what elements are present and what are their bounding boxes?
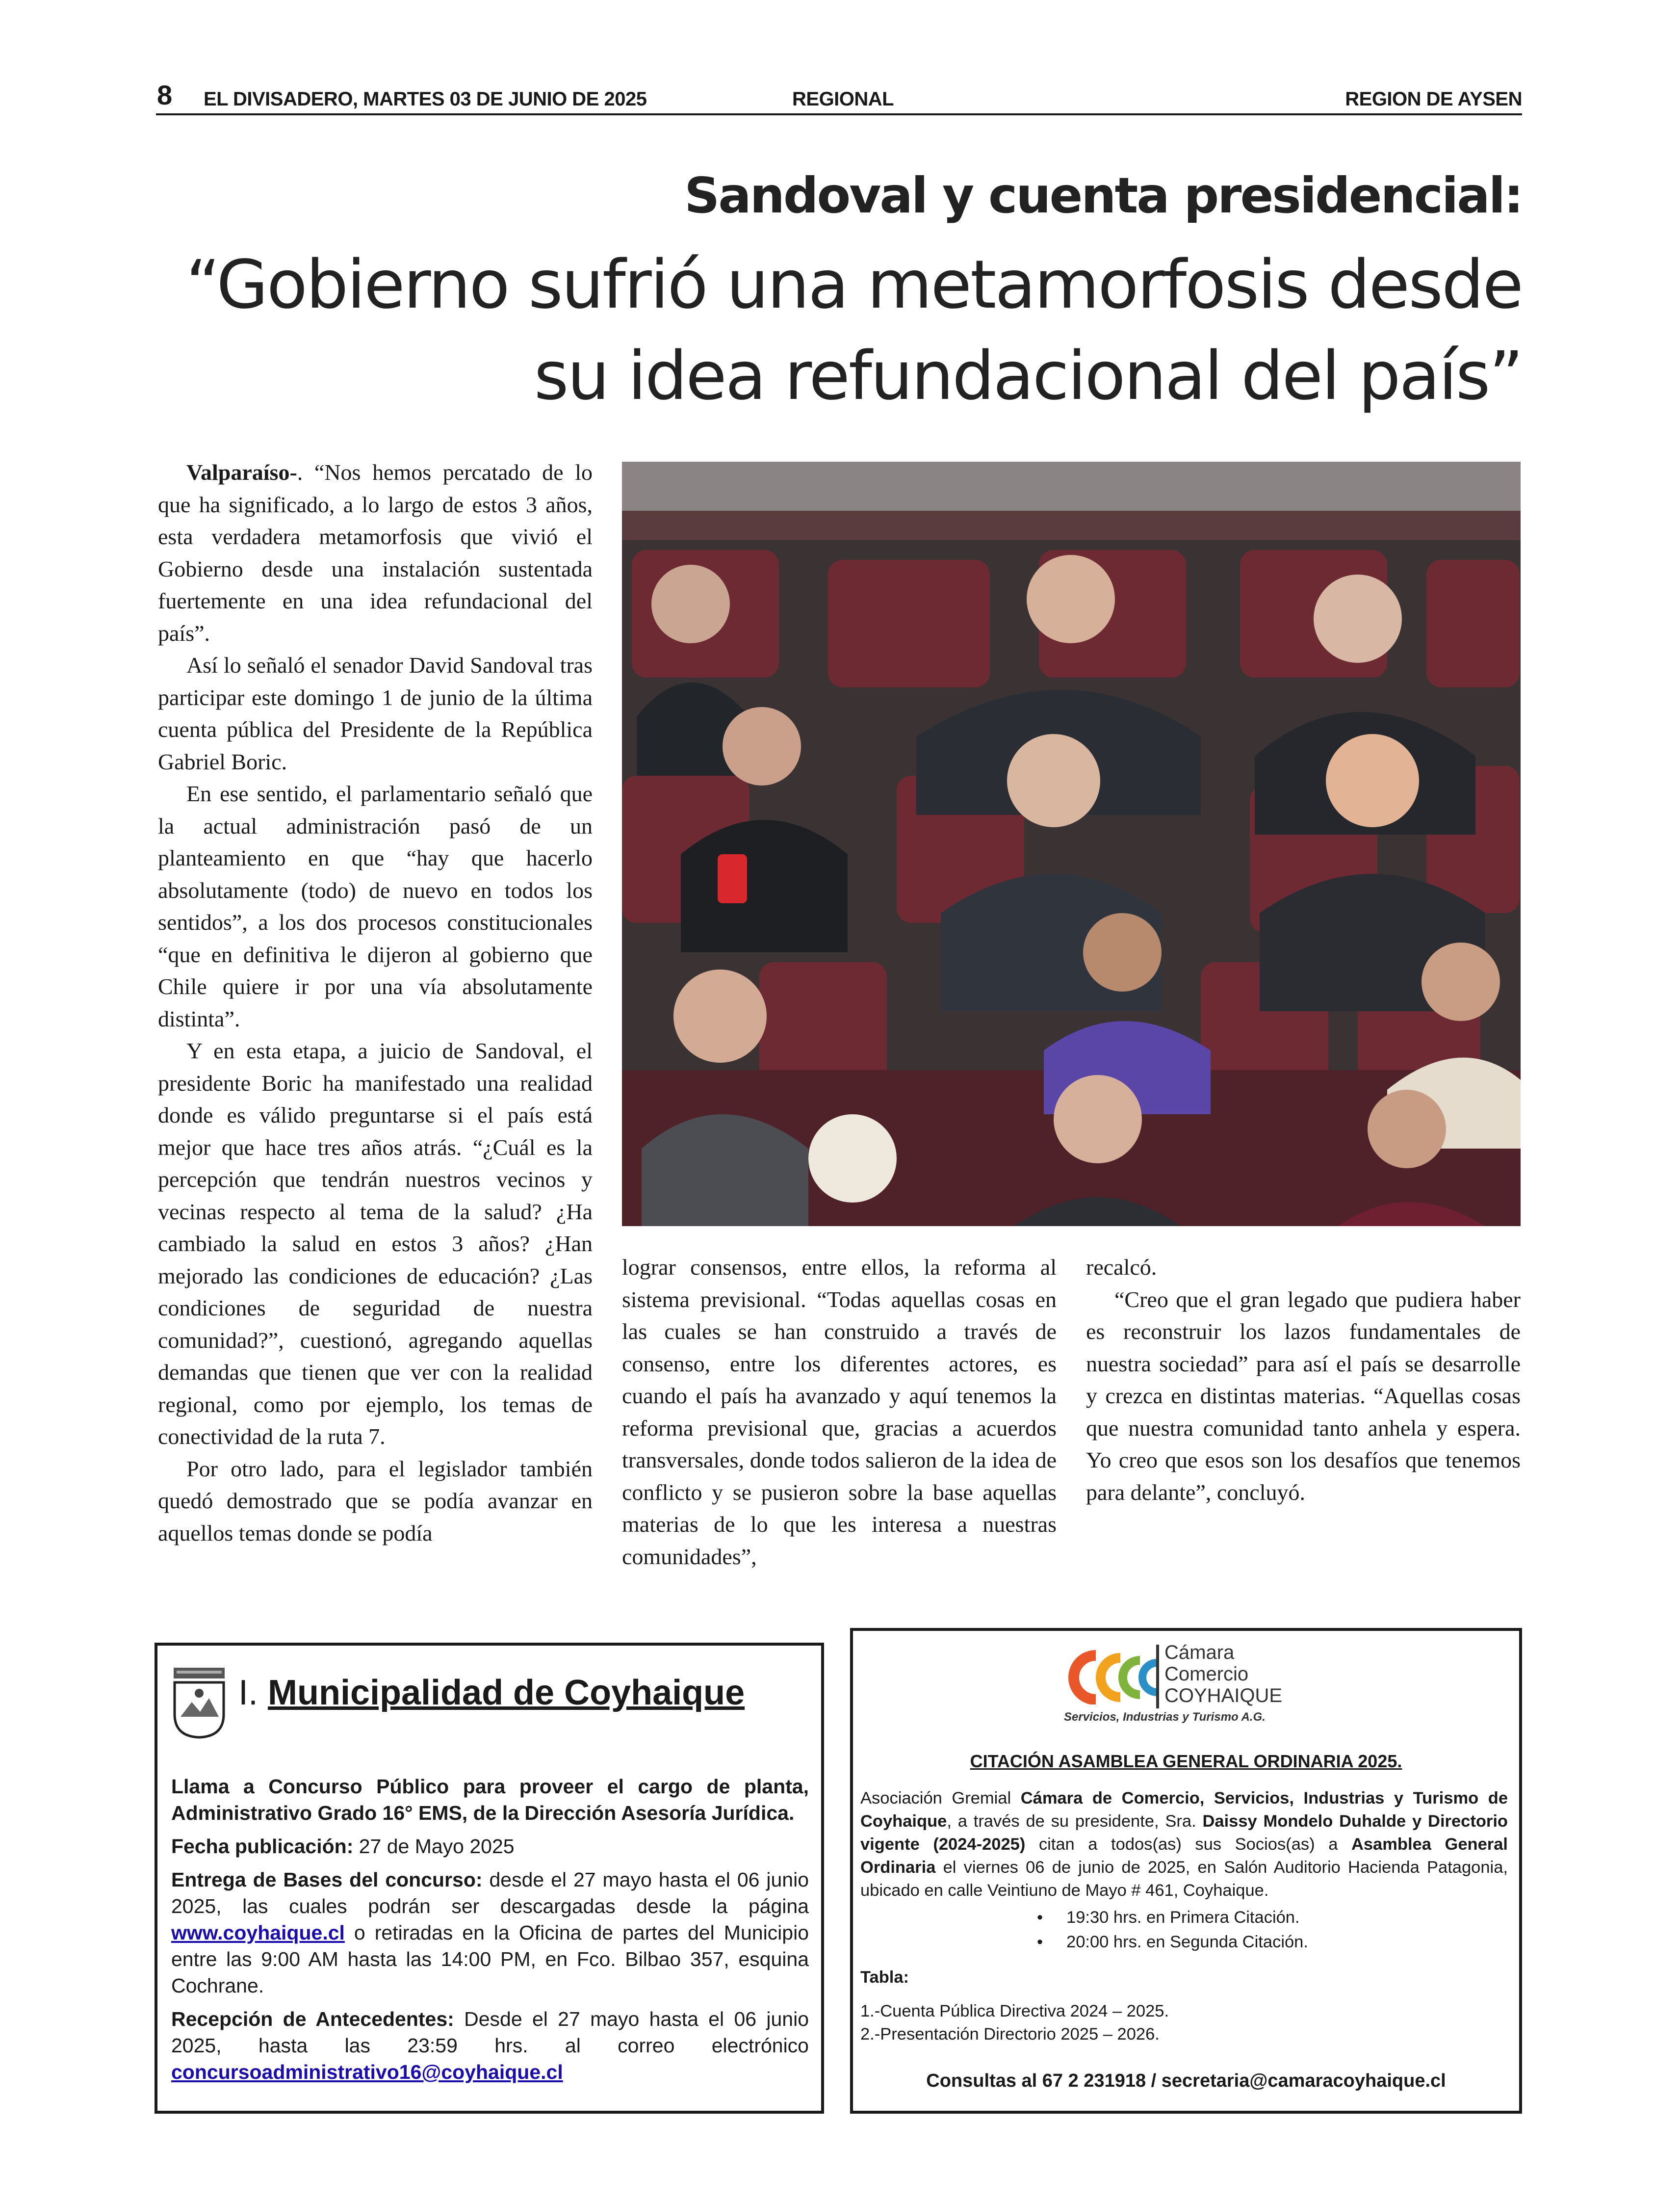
body-bold: Daissy Mondelo Duhalde y Directorio vigente (2024-2025) — [860, 1812, 1508, 1854]
coat-of-arms-icon — [170, 1668, 229, 1739]
ad-call: Llama a Concurso Público para proveer el cargo de planta, Administrativo Grado 16° EMS, de la Dirección Asesoría Jurídica. — [171, 1775, 809, 1824]
citation-title: CITACIÓN ASAMBLEA GENERAL ORDINARIA 2025. — [970, 1751, 1402, 1771]
article-column-1 — [158, 456, 593, 1549]
bases-text: desde el 27 mayo hasta el 06 junio 2025, las cuales podrán ser descargadas desde la página — [171, 1868, 809, 1917]
article-column-2 — [622, 1251, 1057, 1573]
paragraph: lograr consensos, entre ellos, la reforma al sistema previsional. “Todas aquellas cosas en las cuales se han construido a través de consenso, entre los diferentes actores, es cuando el país ha avanzado y aquí tenemos la reforma previsional que, gracias a acuerdos transversales, donde todos salieron de la idea de conflicto y se pusieron sobre la base aquellas materias de lo que les interesa a nuestras comunidades”, — [622, 1255, 1057, 1569]
page-number: 8 — [157, 79, 172, 110]
paragraph: . “Nos hemos percatado de lo que ha significado, a lo largo de estos 3 años, esta verdadera metamorfosis que vivió el Gobierno desde una instalación sustentada fuertemente en una idea refundacional del país”. — [158, 460, 593, 646]
website-link[interactable]: www.coyhaique.cl — [171, 1921, 345, 1944]
body-text: , a través de su presidente, Sra. — [947, 1812, 1203, 1831]
tabla-item: 2.-Presentación Directorio 2025 – 2026. — [860, 2025, 1160, 2044]
article-column-3 — [1086, 1251, 1521, 1508]
schedule-list — [860, 1905, 1508, 1954]
article-headline: “Gobierno sufrió una metamorfosis desde su idea refundacional del país” — [185, 246, 1522, 415]
paragraph: “Creo que el gran legado que pudiera haber es reconstruir los lazos fundamentales de nuestra sociedad” para así el país se desarrolle y crezca en distintas materias. “Aquellas cosas que nuestra comunidad tanto anhela y espera. Yo creo que esos son los desafíos que tenemos para delante”, concluyó. — [1086, 1286, 1521, 1505]
paragraph: Y en esta etapa, a juicio de Sandoval, el presidente Boric ha manifestado una realidad donde es válido preguntarse si el país está mejor que hace tres años atrás. “¿Cuál es la percepción que tendrán nuestros vecinos y vecinas respecto al tema de la salud? ¿Ha cambiado la salud en estos 3 años? ¿Han mejorado las condiciones de educación? ¿Las condiciones de seguridad de nuestra comunidad?”, cuestionó, agregando aquellas demandas que tienen que ver con la realidad regional, como por ejemplo, los temas de conectividad de la ruta 7. — [158, 1038, 593, 1449]
camara-logo-icon — [1066, 1646, 1164, 1704]
tabla-item: 1.-Cuenta Pública Directiva 2024 – 2025. — [860, 2002, 1169, 2020]
article-photo — [622, 462, 1521, 1226]
paragraph: Así lo señaló el senador David Sandoval tras participar este domingo 1 de junio de la última cuenta pública del Presidente de la República Gabriel Boric. — [158, 653, 593, 774]
body-bold: Asamblea General Ordinaria — [860, 1835, 1508, 1877]
body-text: el viernes 06 de junio de 2025, en Salón Auditorio Hacienda Patagonia, ubicado en calle Veintiuno de Mayo # 461, Coyhaique. — [860, 1858, 1508, 1900]
citation-body — [860, 1787, 1508, 2046]
paragraph: En ese sentido, el parlamentario señaló que la actual administración pasó de un planteamiento en que “hay que hacerlo absolutamente (todo) de nuevo en todos los sentidos”, a los dos procesos constitucionales “que en definitiva le dijeron al gobierno que Chile quiere ir por una vía absolutamente distinta”. — [158, 781, 593, 1031]
logo-text — [1164, 1642, 1282, 1706]
reception-text: Desde el 27 mayo hasta el 06 junio 2025, hasta las 23:59 hrs. al correo electrónico — [171, 2008, 809, 2057]
email-link[interactable]: concursoadministrativo16@coyhaique.cl — [171, 2061, 563, 2083]
list-item: • 19:30 hrs. en Primera Citación. — [1037, 1908, 1300, 1927]
dateline: Valparaíso- — [186, 460, 297, 485]
list-item-text: 20:00 hrs. en Segunda Citación. — [1066, 1933, 1308, 1951]
paper-date: EL DIVISADERO, MARTES 03 DE JUNIO DE 2025 — [204, 88, 647, 110]
municipalidad-ad — [155, 1643, 824, 2114]
body-text: Asociación Gremial — [860, 1789, 1021, 1808]
ad-title: Municipalidad de Coyhaique — [268, 1673, 745, 1712]
ad-title-prefix: I. — [238, 1673, 258, 1712]
contact-line: Consultas al 67 2 231918 / secretaria@camaracoyhaique.cl — [926, 2071, 1446, 2091]
body-text: citan a todos(as) sus Socios(as) a — [1025, 1835, 1351, 1854]
reception-label: Recepción de Antecedentes: — [171, 2008, 454, 2030]
camara-ad — [850, 1628, 1522, 2114]
logo-tagline: Servicios, Industrias y Turismo A.G. — [1064, 1710, 1266, 1724]
bases-label: Entrega de Bases del concurso: — [171, 1868, 483, 1891]
region-label: REGION DE AYSEN — [1345, 88, 1522, 110]
list-item-text: 19:30 hrs. en Primera Citación. — [1066, 1908, 1300, 1927]
paragraph: Por otro lado, para el legislador también quedó demostrado que se podía avanzar en aquellos temas donde se podía — [158, 1456, 593, 1546]
header-rule — [156, 113, 1522, 115]
logo-line-3: COYHAIQUE — [1164, 1685, 1283, 1706]
senate-audience-photo — [622, 462, 1521, 1226]
logo-divider — [1156, 1645, 1159, 1708]
pub-label: Fecha publicación: — [171, 1835, 354, 1858]
pub-value: 27 de Mayo 2025 — [353, 1835, 515, 1858]
logo-line-1: Cámara — [1164, 1642, 1235, 1663]
paragraph: recalcó. — [1086, 1255, 1157, 1280]
list-item: • 20:00 hrs. en Segunda Citación. — [1037, 1933, 1308, 1951]
section-label: REGIONAL — [792, 88, 894, 110]
tabla-label: Tabla: — [860, 1968, 909, 1987]
article-kicker: Sandoval y cuenta presidencial: — [684, 167, 1522, 224]
ad-body — [171, 1773, 809, 2092]
logo-line-2: Comercio — [1164, 1663, 1249, 1685]
bases-text-2: o retiradas en la Oficina de partes del Municipio entre las 9:00 AM hasta las 14:00 PM, en Fco. Bilbao 357, esquina Cochrane. — [171, 1921, 809, 1997]
body-bold: Cámara de Comercio, Servicios, Industrias y Turismo de Coyhaique — [860, 1789, 1508, 1831]
